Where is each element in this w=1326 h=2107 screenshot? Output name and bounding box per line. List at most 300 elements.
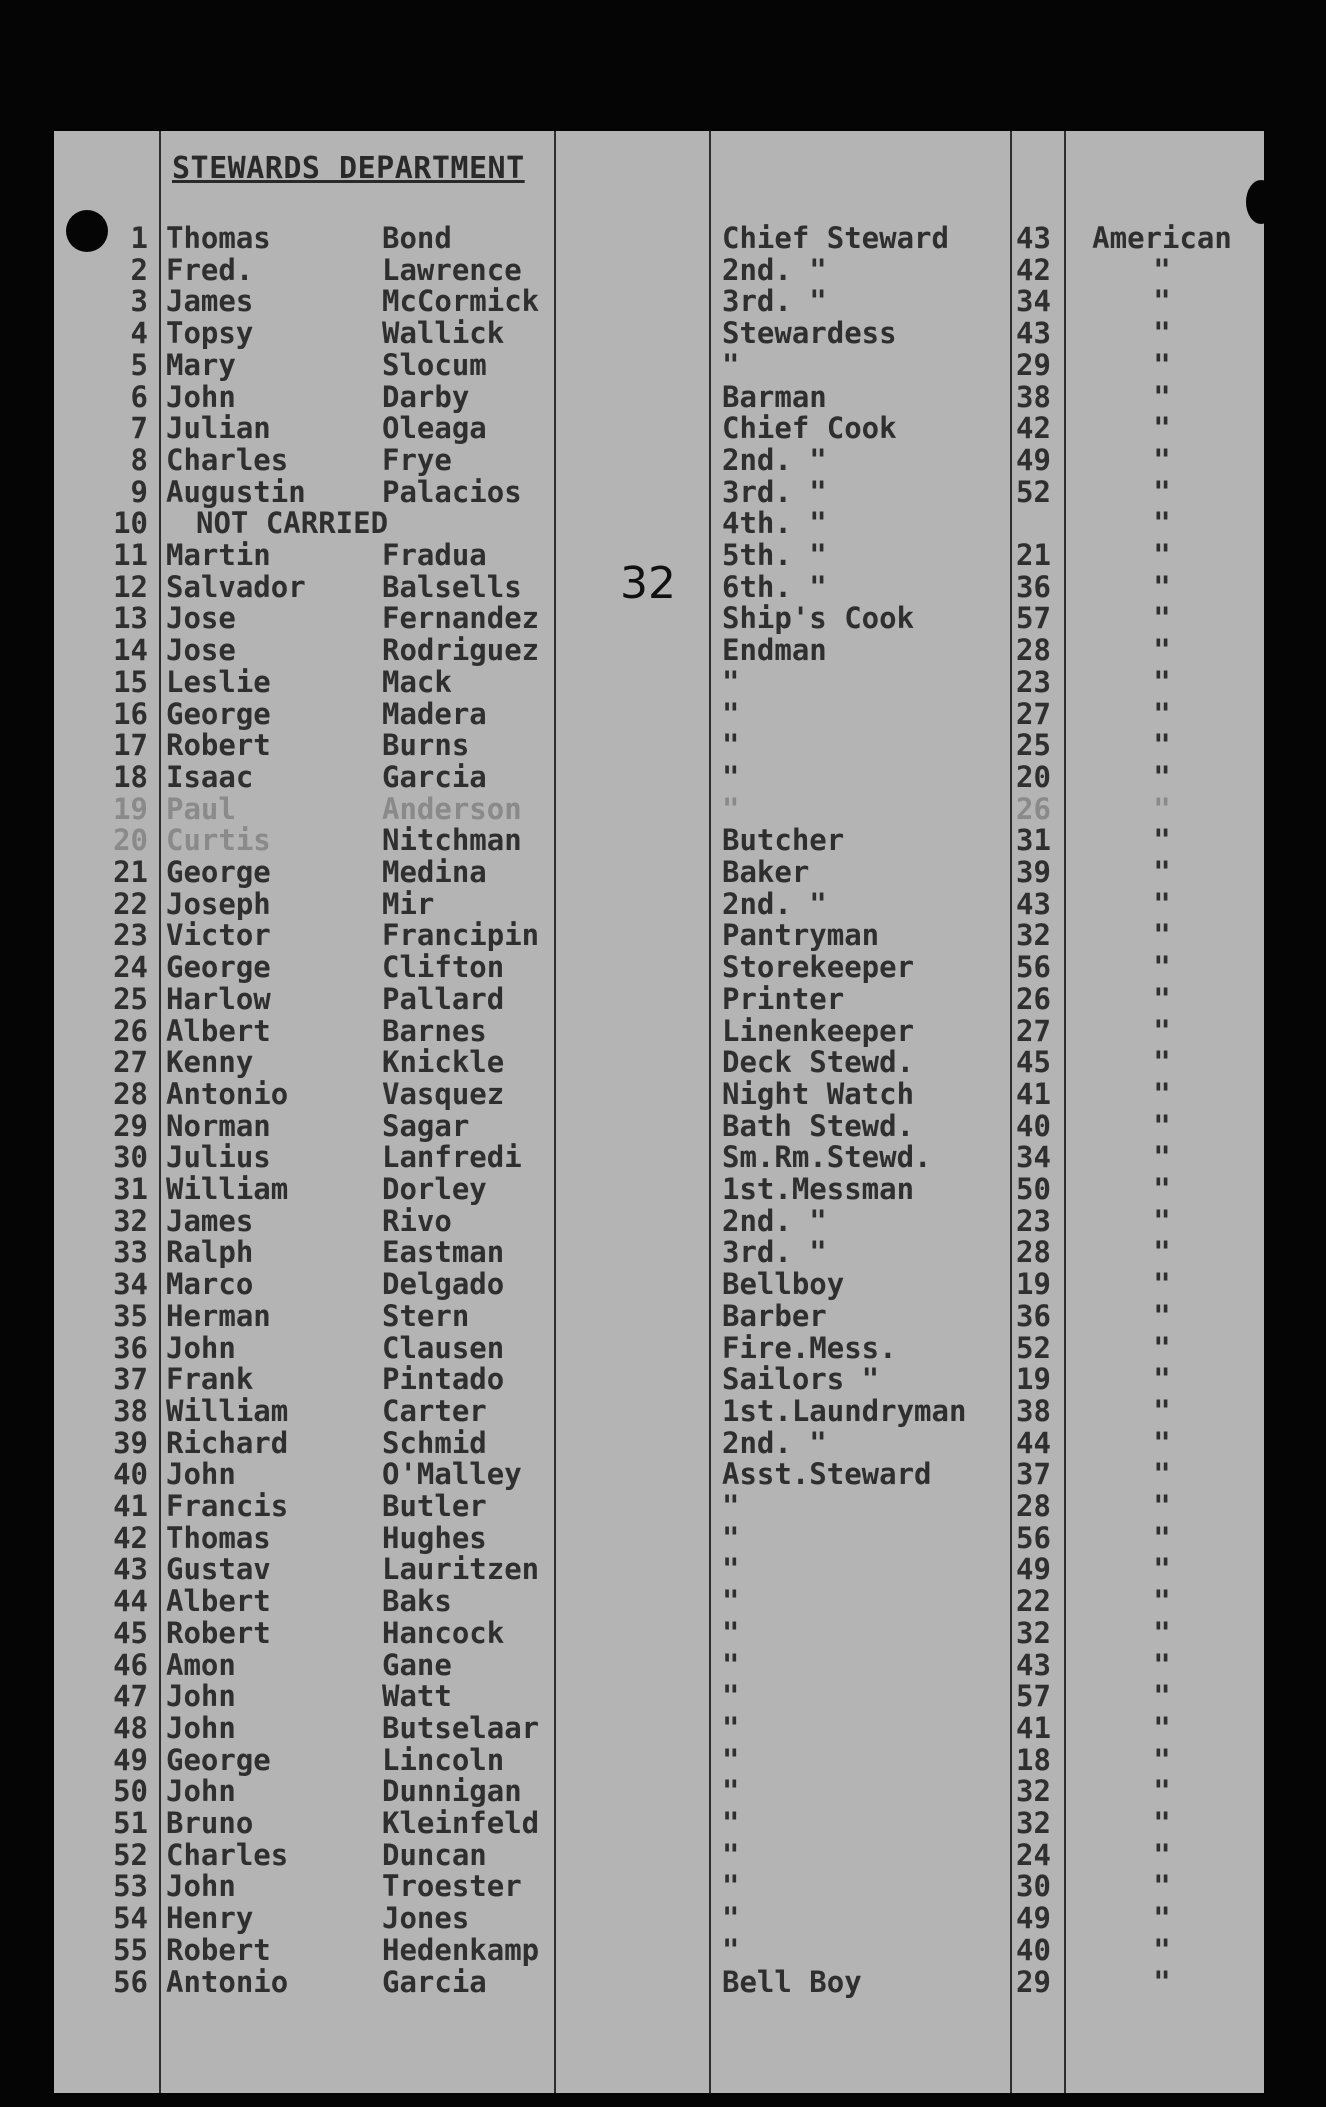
row-number: 24 <box>113 950 148 985</box>
last-name: Hughes <box>382 1520 487 1555</box>
first-name: Charles <box>166 442 289 477</box>
crew-row <box>54 1300 1264 1332</box>
first-name: Jose <box>166 601 236 636</box>
first-name: Julian <box>166 411 271 446</box>
first-name: Antonio <box>166 1076 289 1111</box>
position: " <box>722 1520 740 1555</box>
position: Fire.Mess. <box>722 1330 897 1365</box>
last-name: Frye <box>382 442 452 477</box>
last-name: Barnes <box>382 1013 487 1048</box>
nationality: " <box>1153 1806 1171 1840</box>
nationality: " <box>1153 1457 1171 1492</box>
nationality: " <box>1153 379 1171 414</box>
first-name: John <box>166 1869 236 1904</box>
row-number: 35 <box>113 1298 148 1333</box>
position: Linenkeeper <box>722 1013 915 1048</box>
nationality: " <box>1153 1298 1171 1333</box>
position: Chief Cook <box>722 411 897 446</box>
position: Stewardess <box>722 316 897 351</box>
nationality: " <box>1153 284 1171 319</box>
last-name: Garcia <box>382 1964 487 1999</box>
nationality: " <box>1153 633 1171 668</box>
last-name: Burns <box>382 728 470 763</box>
last-name: Duncan <box>382 1837 487 1872</box>
age: 32 <box>1016 918 1051 953</box>
crew-row <box>54 1268 1264 1300</box>
last-name: Clifton <box>382 950 505 985</box>
crew-row <box>54 412 1264 444</box>
crew-row <box>54 761 1264 793</box>
last-name: Fernandez <box>382 601 540 636</box>
position: 3rd. " <box>722 474 827 509</box>
age: 43 <box>1016 316 1051 351</box>
row-number: 40 <box>113 1457 148 1492</box>
first-name: Salvador <box>166 569 306 604</box>
age: 29 <box>1016 1964 1051 1999</box>
first-name: Martin <box>166 538 271 572</box>
crew-row <box>54 317 1264 349</box>
position: " <box>722 1869 740 1904</box>
age: 52 <box>1016 1330 1051 1365</box>
row-number: 45 <box>113 1615 148 1650</box>
crew-row <box>54 951 1264 983</box>
age: 26 <box>1016 981 1051 1016</box>
last-name: Medina <box>382 855 487 889</box>
age: 28 <box>1016 1489 1051 1523</box>
last-name: Garcia <box>382 759 487 794</box>
nationality: " <box>1153 411 1171 446</box>
position: Bellboy <box>722 1267 845 1302</box>
crew-row <box>54 1332 1264 1364</box>
row-number: 5 <box>130 347 148 382</box>
row-number: 10 <box>113 506 148 541</box>
nationality: " <box>1153 1362 1171 1397</box>
crew-row <box>54 1744 1264 1776</box>
row-number: 21 <box>113 855 148 889</box>
row-number: 36 <box>113 1330 148 1365</box>
position: 3rd. " <box>722 284 827 319</box>
first-name: Kenny <box>166 1045 254 1080</box>
position: 2nd. " <box>722 886 827 921</box>
last-name: Carter <box>382 1393 487 1428</box>
position: " <box>722 1679 740 1714</box>
last-name: Eastman <box>382 1235 505 1270</box>
position: 2nd. " <box>722 1203 827 1238</box>
row-number: 2 <box>130 252 148 287</box>
nationality: " <box>1153 823 1171 858</box>
position: " <box>722 1901 740 1936</box>
row-number: 13 <box>113 601 148 636</box>
last-name: Lincoln <box>382 1742 505 1777</box>
row-number: 38 <box>113 1393 148 1428</box>
last-name: Pintado <box>382 1362 505 1397</box>
age: 32 <box>1016 1615 1051 1650</box>
crew-row <box>54 1141 1264 1173</box>
last-name: McCormick <box>382 284 540 319</box>
age: 43 <box>1016 886 1051 921</box>
crew-row <box>54 1173 1264 1205</box>
first-name: Robert <box>166 728 271 763</box>
age: 49 <box>1016 1901 1051 1936</box>
first-name: John <box>166 379 236 414</box>
position: 4th. " <box>722 506 827 541</box>
row-number: 47 <box>113 1679 148 1714</box>
last-name: O'Malley <box>382 1457 522 1492</box>
age: 56 <box>1016 950 1051 985</box>
row-number: 27 <box>113 1045 148 1080</box>
first-name: Albert <box>166 1013 271 1048</box>
row-number: 4 <box>130 316 148 351</box>
first-name: Bruno <box>166 1806 254 1840</box>
nationality: " <box>1153 918 1171 953</box>
age: 56 <box>1016 1520 1051 1555</box>
page-number: 32 <box>620 558 676 609</box>
crew-row <box>54 1775 1264 1807</box>
last-name: Palacios <box>382 474 522 509</box>
position: " <box>722 696 740 731</box>
nationality: " <box>1153 791 1171 826</box>
position: 2nd. " <box>722 1425 827 1460</box>
position: " <box>722 1806 740 1840</box>
position: Bath Stewd. <box>722 1108 915 1143</box>
row-number: 22 <box>113 886 148 921</box>
first-name: Amon <box>166 1647 236 1682</box>
first-name: Robert <box>166 1932 271 1967</box>
crew-row <box>54 729 1264 761</box>
nationality: " <box>1153 1108 1171 1143</box>
punch-hole <box>66 210 108 252</box>
first-name: George <box>166 950 271 985</box>
nationality: " <box>1153 1615 1171 1650</box>
crew-row <box>54 1458 1264 1490</box>
nationality: " <box>1153 1837 1171 1872</box>
crew-row <box>54 1839 1264 1871</box>
crew-row <box>54 507 1264 539</box>
nationality: " <box>1153 442 1171 477</box>
position: 1st.Messman <box>722 1172 915 1206</box>
position: 1st.Laundryman <box>722 1393 967 1428</box>
row-number: 20 <box>113 823 148 858</box>
position: Asst.Steward <box>722 1457 932 1492</box>
first-name: Frank <box>166 1362 254 1397</box>
position: " <box>722 1742 740 1777</box>
nationality: " <box>1153 1679 1171 1714</box>
crew-row <box>54 698 1264 730</box>
first-name: John <box>166 1457 236 1492</box>
last-name: Darby <box>382 379 470 414</box>
nationality: " <box>1153 1045 1171 1080</box>
position: " <box>722 664 740 699</box>
row-number: 15 <box>113 664 148 699</box>
age: 49 <box>1016 1552 1051 1587</box>
row-number: 41 <box>113 1489 148 1523</box>
crew-row <box>54 1680 1264 1712</box>
age: 20 <box>1016 759 1051 794</box>
position: Bell Boy <box>722 1964 862 1999</box>
crew-row <box>54 1966 1264 1998</box>
nationality: " <box>1153 1932 1171 1967</box>
first-name: John <box>166 1774 236 1809</box>
age: 45 <box>1016 1045 1051 1080</box>
first-name: Herman <box>166 1298 271 1333</box>
crew-row <box>54 1110 1264 1142</box>
nationality: " <box>1153 1520 1171 1555</box>
punch-hole <box>1246 180 1276 224</box>
age: 39 <box>1016 855 1051 889</box>
age: 42 <box>1016 252 1051 287</box>
row-number: 6 <box>130 379 148 414</box>
position: " <box>722 728 740 763</box>
row-number: 34 <box>113 1267 148 1302</box>
age: 52 <box>1016 474 1051 509</box>
crew-row <box>54 476 1264 508</box>
row-number: 31 <box>113 1172 148 1206</box>
position: " <box>722 1489 740 1523</box>
age: 34 <box>1016 284 1051 319</box>
last-name: Bond <box>382 221 452 255</box>
age: 41 <box>1016 1076 1051 1111</box>
last-name: Vasquez <box>382 1076 505 1111</box>
position: Barber <box>722 1298 827 1333</box>
row-number: 51 <box>113 1806 148 1840</box>
nationality: " <box>1153 1235 1171 1270</box>
first-name: Ralph <box>166 1235 254 1270</box>
row-number: 53 <box>113 1869 148 1904</box>
position: Storekeeper <box>722 950 915 985</box>
age: 50 <box>1016 1172 1051 1206</box>
last-name: Madera <box>382 696 487 731</box>
position: Pantryman <box>722 918 880 953</box>
last-name: Rivo <box>382 1203 452 1238</box>
age: 21 <box>1016 538 1051 572</box>
row-number: 46 <box>113 1647 148 1682</box>
position: " <box>722 1552 740 1587</box>
first-name: NOT CARRIED <box>196 506 389 541</box>
nationality: " <box>1153 1203 1171 1238</box>
first-name: James <box>166 284 254 319</box>
crew-row <box>54 983 1264 1015</box>
age: 42 <box>1016 411 1051 446</box>
last-name: Clausen <box>382 1330 505 1365</box>
age: 32 <box>1016 1774 1051 1809</box>
age: 27 <box>1016 1013 1051 1048</box>
nationality: " <box>1153 696 1171 731</box>
position: Night Watch <box>722 1076 915 1111</box>
age: 57 <box>1016 1679 1051 1714</box>
nationality: " <box>1153 1774 1171 1809</box>
row-number: 12 <box>113 569 148 604</box>
last-name: Anderson <box>382 791 522 826</box>
last-name: Wallick <box>382 316 505 351</box>
position: " <box>722 1932 740 1967</box>
crew-row <box>54 919 1264 951</box>
age: 28 <box>1016 1235 1051 1270</box>
crew-row <box>54 1807 1264 1839</box>
age: 23 <box>1016 664 1051 699</box>
nationality: " <box>1153 1964 1171 1999</box>
first-name: George <box>166 1742 271 1777</box>
age: 36 <box>1016 569 1051 604</box>
first-name: Isaac <box>166 759 254 794</box>
first-name: Norman <box>166 1108 271 1143</box>
position: 6th. " <box>722 569 827 604</box>
nationality: " <box>1153 886 1171 921</box>
age: 27 <box>1016 696 1051 731</box>
position: 5th. " <box>722 538 827 572</box>
row-number: 23 <box>113 918 148 953</box>
first-name: Henry <box>166 1901 254 1936</box>
row-number: 37 <box>113 1362 148 1397</box>
first-name: Augustin <box>166 474 306 509</box>
row-number: 28 <box>113 1076 148 1111</box>
age: 44 <box>1016 1425 1051 1460</box>
manifest-sheet <box>54 131 1264 2093</box>
first-name: Francis <box>166 1489 289 1523</box>
position: Sailors " <box>722 1362 880 1397</box>
first-name: Richard <box>166 1425 289 1460</box>
position: 2nd. " <box>722 442 827 477</box>
crew-row <box>54 254 1264 286</box>
position: Ship's Cook <box>722 601 915 636</box>
first-name: Harlow <box>166 981 271 1016</box>
position: " <box>722 759 740 794</box>
row-number: 39 <box>113 1425 148 1460</box>
row-number: 1 <box>130 221 148 255</box>
crew-row <box>54 1490 1264 1522</box>
crew-row <box>54 222 1264 254</box>
last-name: Jones <box>382 1901 470 1936</box>
crew-row <box>54 1649 1264 1681</box>
row-number: 54 <box>113 1901 148 1936</box>
row-number: 50 <box>113 1774 148 1809</box>
nationality: " <box>1153 252 1171 287</box>
age: 28 <box>1016 633 1051 668</box>
crew-row <box>54 571 1264 603</box>
nationality: " <box>1153 1330 1171 1365</box>
first-name: Thomas <box>166 221 271 255</box>
last-name: Baks <box>382 1584 452 1619</box>
row-number: 11 <box>113 538 148 572</box>
position: Deck Stewd. <box>722 1045 915 1080</box>
age: 37 <box>1016 1457 1051 1492</box>
age: 49 <box>1016 442 1051 477</box>
last-name: Lauritzen <box>382 1552 540 1587</box>
age: 29 <box>1016 347 1051 382</box>
first-name: George <box>166 696 271 731</box>
first-name: Victor <box>166 918 271 953</box>
row-number: 30 <box>113 1140 148 1175</box>
first-name: John <box>166 1710 236 1745</box>
age: 40 <box>1016 1108 1051 1143</box>
crew-row <box>54 1712 1264 1744</box>
age: 30 <box>1016 1869 1051 1904</box>
age: 24 <box>1016 1837 1051 1872</box>
last-name: Kleinfeld <box>382 1806 540 1840</box>
nationality: " <box>1153 1869 1171 1904</box>
nationality: American <box>1092 221 1232 255</box>
crew-row <box>54 602 1264 634</box>
crew-row <box>54 793 1264 825</box>
first-name: Paul <box>166 791 236 826</box>
first-name: Fred. <box>166 252 254 287</box>
crew-row <box>54 381 1264 413</box>
nationality: " <box>1153 569 1171 604</box>
last-name: Butler <box>382 1489 487 1523</box>
position: " <box>722 1774 740 1809</box>
position: " <box>722 791 740 826</box>
crew-row <box>54 1870 1264 1902</box>
row-number: 7 <box>130 411 148 446</box>
row-number: 9 <box>130 474 148 509</box>
row-number: 17 <box>113 728 148 763</box>
position: " <box>722 1615 740 1650</box>
age: 34 <box>1016 1140 1051 1175</box>
nationality: " <box>1153 1647 1171 1682</box>
first-name: Thomas <box>166 1520 271 1555</box>
first-name: George <box>166 855 271 889</box>
first-name: Marco <box>166 1267 254 1302</box>
last-name: Dunnigan <box>382 1774 522 1809</box>
age: 25 <box>1016 728 1051 763</box>
position: Barman <box>722 379 827 414</box>
row-number: 56 <box>113 1964 148 1999</box>
nationality: " <box>1153 538 1171 572</box>
first-name: Leslie <box>166 664 271 699</box>
nationality: " <box>1153 728 1171 763</box>
crew-row <box>54 1522 1264 1554</box>
age: 18 <box>1016 1742 1051 1777</box>
crew-row <box>54 1236 1264 1268</box>
nationality: " <box>1153 1393 1171 1428</box>
nationality: " <box>1153 664 1171 699</box>
crew-row <box>54 824 1264 856</box>
first-name: Mary <box>166 347 236 382</box>
row-number: 29 <box>113 1108 148 1143</box>
age: 26 <box>1016 791 1051 826</box>
crew-row <box>54 444 1264 476</box>
position: Baker <box>722 855 810 889</box>
crew-row <box>54 1934 1264 1966</box>
nationality: " <box>1153 1172 1171 1206</box>
age: 43 <box>1016 221 1051 255</box>
last-name: Stern <box>382 1298 470 1333</box>
department-header: STEWARDS DEPARTMENT <box>172 151 525 186</box>
nationality: " <box>1153 1425 1171 1460</box>
crew-row <box>54 1205 1264 1237</box>
row-number: 18 <box>113 759 148 794</box>
position: " <box>722 347 740 382</box>
crew-row <box>54 349 1264 381</box>
row-number: 3 <box>130 284 148 319</box>
row-number: 48 <box>113 1710 148 1745</box>
nationality: " <box>1153 474 1171 509</box>
row-number: 14 <box>113 633 148 668</box>
crew-row <box>54 1078 1264 1110</box>
first-name: John <box>166 1330 236 1365</box>
last-name: Schmid <box>382 1425 487 1460</box>
row-number: 25 <box>113 981 148 1016</box>
age: 43 <box>1016 1647 1051 1682</box>
age: 36 <box>1016 1298 1051 1333</box>
nationality: " <box>1153 316 1171 351</box>
crew-row <box>54 1617 1264 1649</box>
last-name: Gane <box>382 1647 452 1682</box>
first-name: Robert <box>166 1615 271 1650</box>
last-name: Francipin <box>382 918 540 953</box>
position: " <box>722 1647 740 1682</box>
row-number: 44 <box>113 1584 148 1619</box>
first-name: John <box>166 1679 236 1714</box>
